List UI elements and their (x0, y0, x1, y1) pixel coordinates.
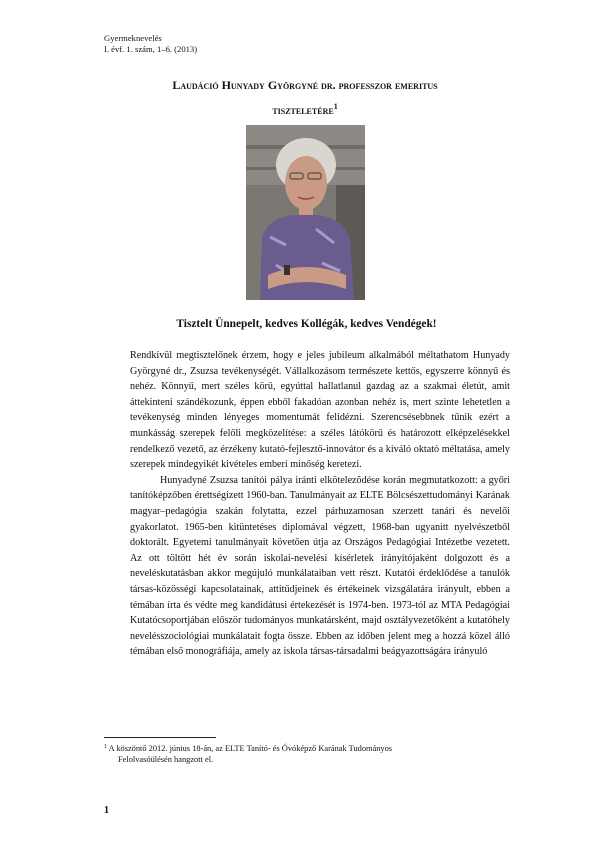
title-line-2 (100, 96, 510, 121)
greeting-heading: Tisztelt Ünnepelt, kedves Kollégák, kedves Vendégek! (176, 318, 437, 330)
paragraph-1: Rendkívül megtisztelőnek érzem, hogy e jeles jubileum alkalmából méltathatom Hunyady Györgyné dr., Zsuzsa tevékenységét. Vállalkozásom természete kettős, egyszerre könnyű és nehéz. Könnyű, mert széles körű, egyúttal hallatlanul gazdag az a szakmai életút, amit áttekinteni szándékozunk, éppen ebből fakadóan azonban nehéz is, mert szinte lehetetlen a tevékenység minden lényeges momentumát felidézni. Szerencsésebbnek tűnik ezért a munkásság szerepek felőli megközelítése: a széles látókörű és határozott elképzelésekkel rendelkező vezető, az érzékeny kutató-fejlesztő-innovátor és a kiváló oktató méltatása, amely szerepek mindegyikét kivételes emberi minőség keretezi. (130, 350, 510, 471)
portrait-photo (246, 125, 365, 300)
portrait-photo-icon (246, 125, 365, 300)
title-footnote-mark[interactable]: 1 (333, 102, 338, 111)
body-text (130, 348, 510, 660)
footnote-line-2: Felolvasóülésén hangzott el. (118, 755, 214, 765)
journal-issue: I. évf. 1. szám, 1–6. (2013) (104, 44, 198, 54)
footnote (104, 742, 509, 766)
footnote-line-1: A köszöntő 2012. június 18-án, az ELTE Tanító- és Óvóképző Karának Tudományos (108, 744, 393, 753)
journal-name: Gyermeknevelés (104, 33, 162, 43)
footnote-mark: 1 (104, 744, 107, 750)
title-line-2-text: tiszteletére (272, 103, 334, 117)
page-title (100, 75, 510, 121)
title-line-1: Laudáció Hunyady Györgyné dr. professzor emeritus (172, 78, 438, 92)
footnote-divider (104, 737, 216, 738)
paragraph-2: Hunyadyné Zsuzsa tanítói pálya iránti elkötelezõdése korán megmutatkozott: a győri tanítóképzőben érettségizett 1960-ban. Tanulmányait az ELTE Bölcsészettudományi Karának magyar–pedagógia szakán folytatta, ezzel párhuzamosan szerzett tanári és nevelői gyakorlatot. 1965-ben kitüntetéses diplomával végzett, 1968-ban ugyanitt nyelvészetből doktorált. Egyetemi tanulmányait követően útja az Országos Pedagógiai Intézetbe vezetett. Az ott töltött hét év során iskolai-nevelési kísérletek irányítójaként dolgozott és a neveléskutatásban akkor megújuló munkálataiban vett részt. Kutatói érdeklődése a tanulók társas-közösségi kapcsolatainak, attitűdjeinek és értékeinek vizsgálatára irányult, ebben a témában írta és védte meg kandidátusi értekezését is 1974-ben. 1973-tól az MTA Pedagógiai Kutatócsoportjában először tudományos munkatársként, majd osztályvezetőként a kutatóhely nevelésszociológiai munkálatait fogta össze. Ebben az időben jelent meg a hozzá közel álló témában első monográfiája, amely az iskola társas-társadalmi beágyazottságára irányuló (130, 474, 510, 658)
journal-header (104, 33, 197, 55)
page-number: 1 (104, 805, 109, 816)
